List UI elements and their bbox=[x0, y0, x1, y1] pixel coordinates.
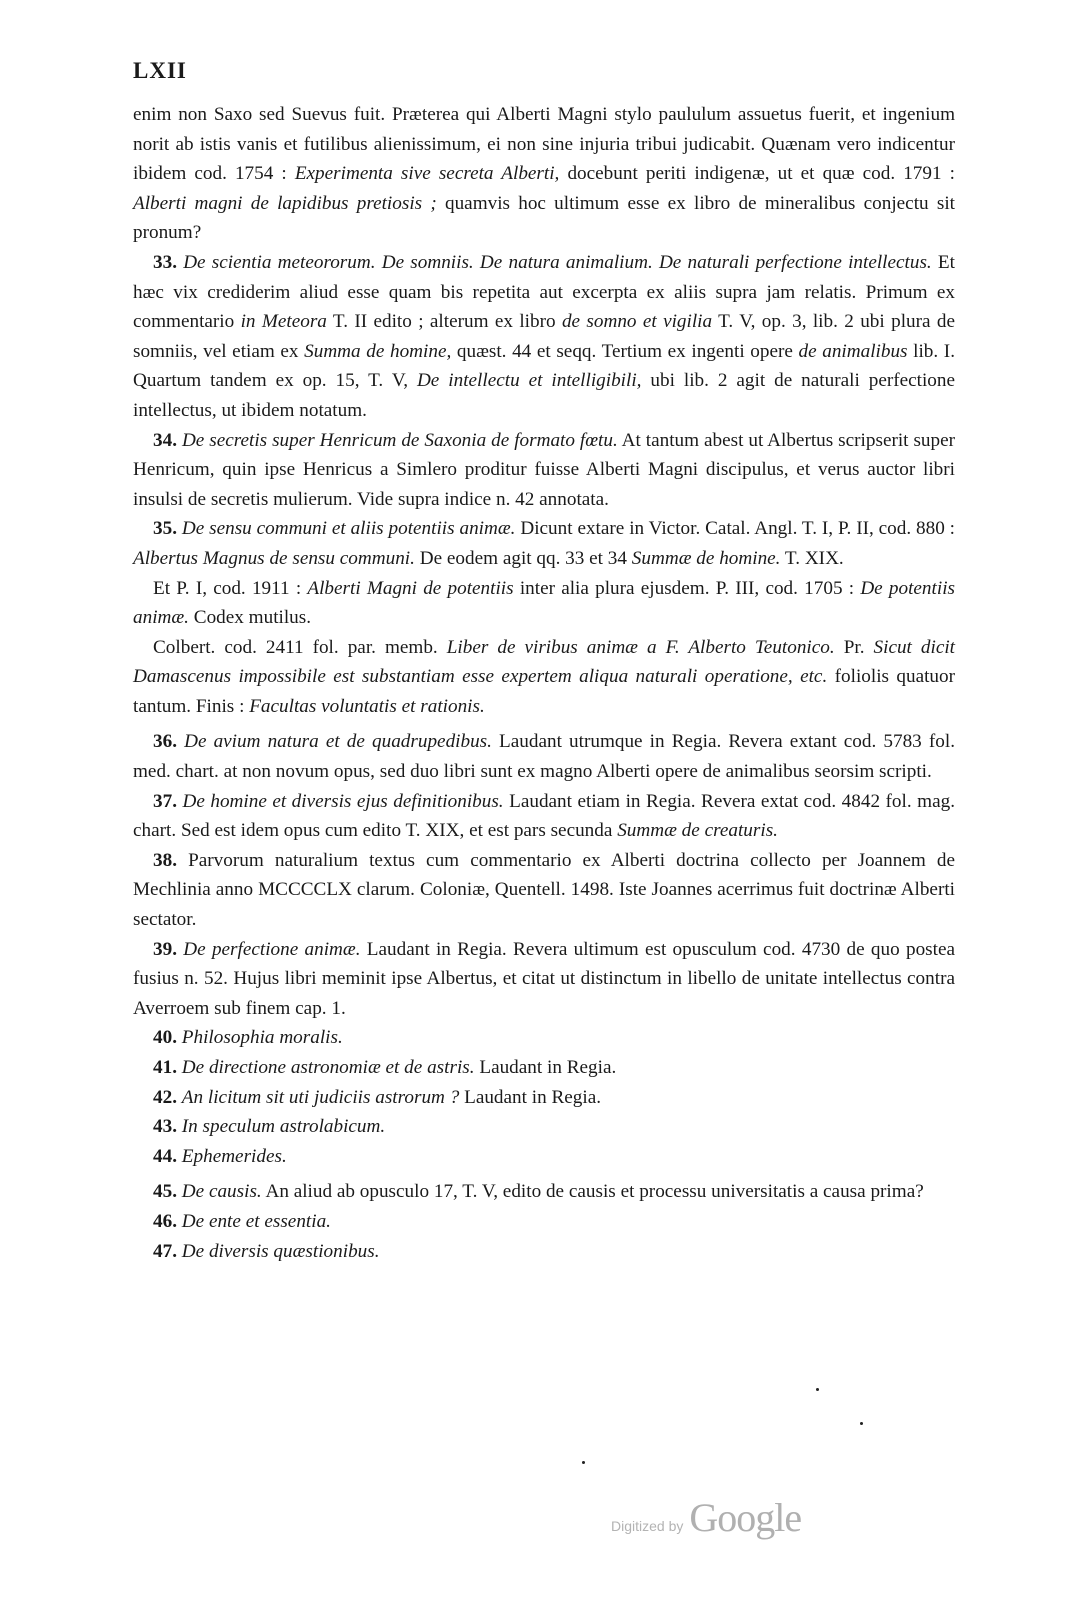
entry-number: 38. bbox=[153, 849, 177, 871]
title-italic: Liber de viribus animæ a F. Alberto Teutonico. bbox=[446, 636, 835, 658]
entry-33 bbox=[133, 248, 955, 426]
text-run: inter alia plura ejusdem. P. III, cod. 1705 : bbox=[513, 577, 861, 599]
text-run: Pr. bbox=[834, 636, 874, 658]
entry-number: 34. bbox=[153, 429, 177, 451]
entry-35 bbox=[133, 514, 955, 573]
title-italic: Sicut dicit Damascenus impossibile est substantiam esse expertem aliqua naturali operatione, etc. bbox=[133, 636, 956, 688]
title-italic: in Meteora bbox=[240, 311, 327, 333]
entry-number: 40. bbox=[153, 1027, 177, 1049]
entry-title: De homine et diversis ejus definitionibus. bbox=[182, 790, 504, 812]
text-run: foliolis quatuor tantum. Finis : bbox=[133, 666, 955, 717]
text-run: Codex mutilus. bbox=[188, 607, 312, 629]
entry-number: 46. bbox=[153, 1210, 177, 1232]
entry-title: De directione astronomiæ et de astris. bbox=[181, 1057, 475, 1078]
entry-number: 33. bbox=[153, 251, 177, 273]
entry-title: De ente et essentia. bbox=[181, 1210, 331, 1232]
entry-title: De perfectione animæ. bbox=[183, 938, 361, 960]
entry-title: De secretis super Henricum de Saxonia de formato fœtu. bbox=[181, 429, 618, 451]
entry-title: De avium natura et de quadrupedibus. bbox=[184, 731, 492, 753]
title-italic: Summæ de homine. bbox=[631, 547, 781, 569]
entry-number: 35. bbox=[153, 518, 177, 540]
entry-46 bbox=[133, 1207, 955, 1237]
entry-37 bbox=[133, 787, 955, 846]
entry-title: De diversis quæstionibus. bbox=[181, 1240, 380, 1262]
text-run: lib. I. Quartum tandem ex op. 15, T. V, bbox=[133, 340, 955, 392]
ink-speck bbox=[860, 1422, 863, 1425]
text-run: T. V, op. 3, lib. 2 ubi plura de somniis, vel etiam ex bbox=[133, 311, 955, 362]
entry-number: 41. bbox=[153, 1057, 177, 1078]
entry-40 bbox=[133, 1023, 955, 1053]
text-run: An aliud ab opusculo 17, T. V, edito de causis et processu universitatis a causa prima? bbox=[261, 1181, 924, 1203]
title-italic: Summæ de creaturis. bbox=[617, 820, 778, 842]
title-italic: Experimenta sive secreta Alberti, bbox=[294, 163, 560, 185]
entry-45 bbox=[133, 1177, 955, 1207]
text-run: T. II edito ; alterum ex libro bbox=[326, 311, 562, 333]
text-run: Dicunt extare in Victor. Catal. Angl. T. I, P. II, cod. 880 : bbox=[515, 518, 956, 540]
text-run: quæst. 44 et seqq. Tertium ex ingenti opere bbox=[451, 340, 799, 362]
entry-43 bbox=[133, 1112, 955, 1142]
entry-38 bbox=[133, 846, 955, 935]
page-number: LXII bbox=[133, 58, 187, 83]
entry-title: De causis. bbox=[181, 1181, 262, 1203]
entry-number: 36. bbox=[153, 731, 177, 753]
text-run: Laudant etiam in Regia. Revera extat cod. 4842 fol. mag. chart. Sed est idem opus cum edito T. XIX, et est pars secunda bbox=[133, 790, 955, 842]
paragraph-intro bbox=[133, 100, 955, 248]
ink-speck bbox=[582, 1461, 585, 1464]
digitization-watermark bbox=[611, 1494, 801, 1541]
entry-35-continued bbox=[133, 574, 955, 633]
entry-title: De sensu communi et aliis potentiis animæ. bbox=[181, 518, 516, 540]
entry-number: 42. bbox=[153, 1086, 177, 1108]
entry-44 bbox=[133, 1142, 955, 1172]
title-italic: De potentiis animæ. bbox=[133, 577, 955, 629]
entry-41 bbox=[133, 1053, 955, 1083]
entry-35-colbert bbox=[133, 633, 955, 722]
ink-speck bbox=[816, 1388, 819, 1391]
text-run: Parvorum naturalium textus cum commentario ex Alberti doctrina collecto per Joannem de Mechlinia anno MCCCCLX clarum. Coloniæ, Quentell. 1498. Iste Joannes acerrimus fuit doctrinæ Alberti sectator. bbox=[133, 849, 955, 931]
entry-number: 45. bbox=[153, 1181, 177, 1203]
text-run: T. XIX. bbox=[780, 547, 844, 569]
entry-title: Philosophia moralis. bbox=[181, 1027, 343, 1049]
entry-title: An licitum sit uti judiciis astrorum ? bbox=[181, 1086, 460, 1108]
text-run: De eodem agit qq. 33 et 34 bbox=[414, 547, 632, 569]
text-run: At tantum abest ut Albertus scripserit super Henricum, quin ipse Henricus a Simlero proditur fuisse Alberti Magni discipulus, et verus auctor libri insulsi de secretis mulierum. Vide supra indice n. 42 annotata. bbox=[133, 429, 956, 510]
text-run: Laudant in Regia. bbox=[459, 1086, 602, 1108]
title-italic: de animalibus bbox=[798, 340, 908, 362]
entry-title: De scientia meteororum. De somniis. De natura animalium. De naturali perfectione intellectus. bbox=[183, 251, 932, 273]
title-italic: de somno et vigilia bbox=[561, 311, 713, 333]
entry-title: In speculum astrolabicum. bbox=[181, 1116, 386, 1138]
entry-number: 44. bbox=[153, 1145, 177, 1167]
text-run: enim non Saxo sed Suevus fuit. Præterea qui Alberti Magni stylo paululum assuetus fuerit, et ingenium norit ab istis vanis et futilibus alienissimum, ei non sine injuria tribui judicabit. Quænam vero indicentur ibidem cod. 1754 : bbox=[133, 104, 955, 185]
google-logo: Google bbox=[689, 1495, 802, 1540]
entry-title: Ephemerides. bbox=[181, 1145, 287, 1167]
text-run: docebunt periti indigenæ, ut et quæ cod. 1791 : bbox=[559, 163, 955, 185]
title-italic: Alberti magni de lapidibus pretiosis ; bbox=[133, 192, 437, 214]
text-run: Colbert. cod. 2411 fol. par. memb. bbox=[153, 636, 447, 658]
title-italic: Alberti Magni de potentiis bbox=[307, 577, 514, 599]
text-run: ubi lib. 2 agit de naturali perfectione intellectus, ut ibidem notatum. bbox=[133, 370, 956, 421]
entry-number: 43. bbox=[153, 1116, 177, 1138]
entry-number: 39. bbox=[153, 938, 177, 960]
entry-number: 37. bbox=[153, 790, 177, 812]
text-run: Laudant in Regia. Revera ultimum est opusculum cod. 4730 de quo postea fusius n. 52. Hujus libri meminit ipse Albertus, et citat ut distinctum in libello de unitate intellectus contra Averroem sub finem cap. 1. bbox=[133, 938, 955, 1019]
entry-34 bbox=[133, 426, 955, 515]
title-italic: Summa de homine, bbox=[304, 340, 452, 362]
text-run: Laudant in Regia. bbox=[474, 1057, 617, 1078]
text-run: quamvis hoc ultimum esse ex libro de mineralibus conjectu sit pronum? bbox=[133, 192, 955, 244]
entry-42 bbox=[133, 1083, 955, 1113]
title-italic: Albertus Magnus de sensu communi. bbox=[133, 547, 415, 569]
entry-number: 47. bbox=[153, 1240, 177, 1262]
title-italic: Facultas voluntatis et rationis. bbox=[249, 695, 485, 717]
text-run: Et hæc vix crediderim aliud esse quam bis repetita aut excerpta ex aliis supra jam relatis. Primum ex commentario bbox=[133, 251, 955, 333]
entry-39 bbox=[133, 935, 955, 1024]
title-italic: De intellectu et intelligibili, bbox=[416, 370, 642, 392]
entry-36 bbox=[133, 727, 955, 786]
digitized-by-label: Digitized by bbox=[611, 1518, 684, 1534]
text-run: Et P. I, cod. 1911 : bbox=[153, 577, 308, 599]
text-run: Laudant utrumque in Regia. Revera extant cod. 5783 fol. med. chart. at non novum opus, sed duo libri sunt ex magno Alberti opere de animalibus seorsim scripti. bbox=[133, 731, 955, 783]
entry-47 bbox=[133, 1237, 955, 1267]
body-text bbox=[133, 100, 955, 1266]
